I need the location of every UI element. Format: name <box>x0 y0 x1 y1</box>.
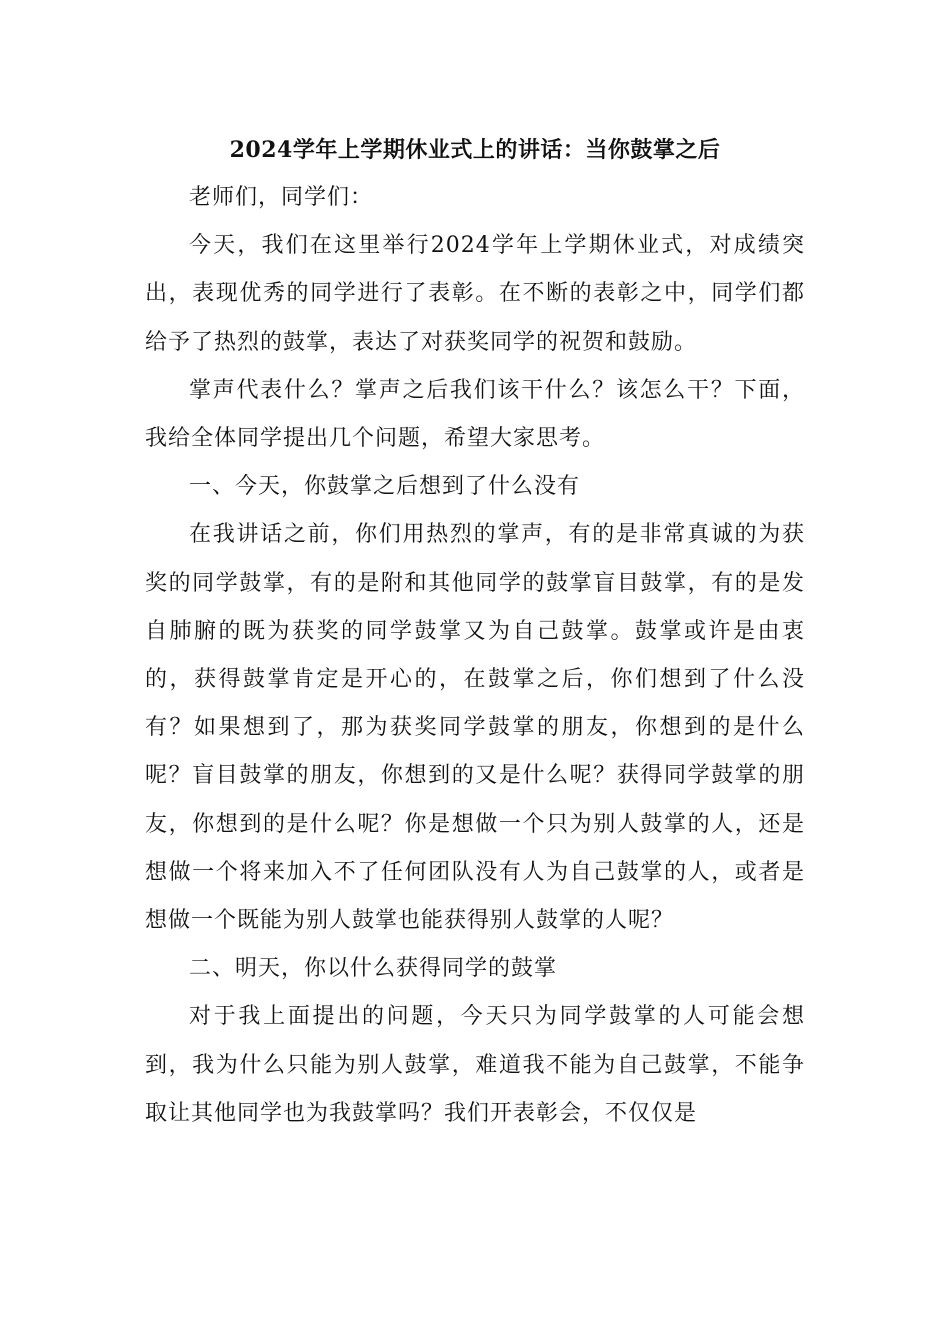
section2-paragraph: 对于我上面提出的问题，今天只为同学鼓掌的人可能会想到，我为什么只能为别人鼓掌，难道我不能为自己鼓掌，不能争取让其他同学也为我鼓掌吗？我们开表彰会，不仅仅是 <box>145 1004 805 1126</box>
paragraph-intro: 今天，我们在这里举行2024学年上学期休业式，对成绩突出，表现优秀的同学进行了表彰。在不断的表彰之中，同学们都给予了热烈的鼓掌，表达了对获奖同学的祝贺和鼓励。 <box>145 233 805 355</box>
section1-paragraph: 在我讲话之前，你们用热烈的掌声，有的是非常真诚的为获奖的同学鼓掌，有的是附和其他同学的鼓掌盲目鼓掌，有的是发自肺腑的既为获奖的同学鼓掌又为自己鼓掌。鼓掌或许是由衷的，获得鼓掌肯定是开心的，在鼓掌之后，你们想到了什么没有？如果想到了，那为获奖同学鼓掌的朋友，你想到的是什么呢？盲目鼓掌的朋友，你想到的又是什么呢？获得同学鼓掌的朋友，你想到的是什么呢？你是想做一个只为别人鼓掌的人，还是想做一个将来加入不了任何团队没有人为自己鼓掌的人，或者是想做一个既能为别人鼓掌也能获得别人鼓掌的人呢？ <box>145 522 805 934</box>
greeting: 老师们，同学们： <box>189 185 374 210</box>
paragraph-questions: 掌声代表什么？掌声之后我们该干什么？该怎么干？下面，我给全体同学提出几个问题，希望大家思考。 <box>145 377 805 452</box>
section2-heading: 二、明天，你以什么获得同学的鼓掌 <box>189 956 558 982</box>
section1-heading: 一、今天，你鼓掌之后想到了什么没有 <box>189 474 581 500</box>
document-title: 2024学年上学期休业式上的讲话：当你鼓掌之后 <box>229 137 721 163</box>
document-page <box>145 126 805 1138</box>
